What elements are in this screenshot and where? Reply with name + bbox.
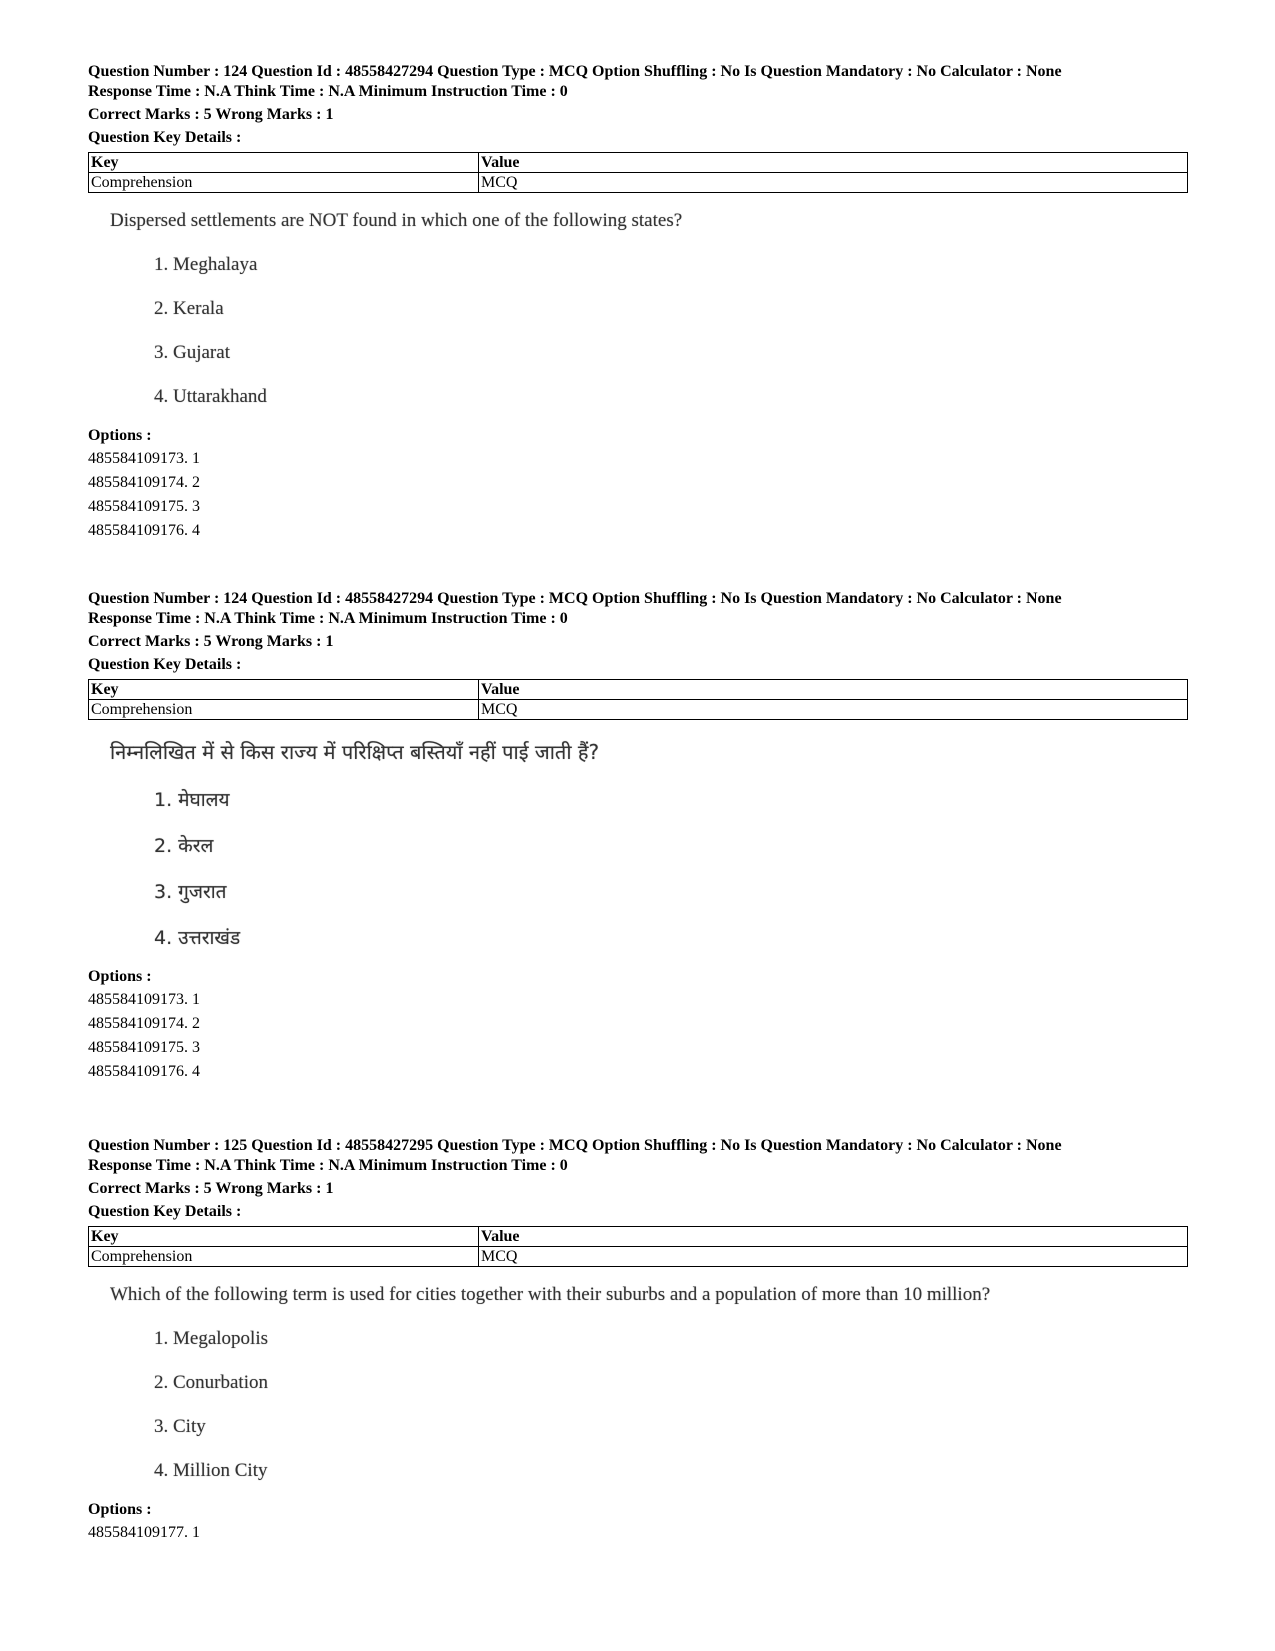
key-details-table bbox=[88, 679, 1188, 720]
option-id-4: 485584109176. 4 bbox=[88, 522, 200, 539]
table-cell-key: Comprehension bbox=[89, 173, 479, 193]
table-header-value: Value bbox=[479, 153, 1188, 173]
table-cell-value: MCQ bbox=[479, 173, 1188, 193]
table-header-key: Key bbox=[89, 1227, 479, 1247]
option-id-2: 485584109174. 2 bbox=[88, 1015, 200, 1032]
option-id-1: 485584109173. 1 bbox=[88, 450, 200, 467]
choice-1: 1. Megalopolis bbox=[154, 1328, 268, 1349]
choice-3: 3. गुजरात bbox=[154, 881, 227, 903]
choice-2: 2. केरल bbox=[154, 835, 214, 857]
table-header-value: Value bbox=[479, 1227, 1188, 1247]
key-details-label: Question Key Details : bbox=[88, 1203, 242, 1220]
question-marks: Correct Marks : 5 Wrong Marks : 1 bbox=[88, 633, 334, 650]
question-text: निम्नलिखित में से किस राज्य में परिक्षिप्त बस्तियाँ नहीं पाई जाती हैं? bbox=[110, 740, 600, 764]
choice-4: 4. Uttarakhand bbox=[154, 386, 267, 407]
table-header-key: Key bbox=[89, 680, 479, 700]
table-cell-value: MCQ bbox=[479, 1247, 1188, 1267]
question-image bbox=[110, 738, 1188, 950]
question-block-3 bbox=[88, 1136, 1188, 1545]
choice-2: 2. Conurbation bbox=[154, 1372, 268, 1393]
question-meta: Question Number : 124 Question Id : 48558427294 Question Type : MCQ Option Shuffling : No Is Question Mandatory : No Calculator : None bbox=[88, 590, 1062, 607]
table-header-value: Value bbox=[479, 680, 1188, 700]
question-block-2 bbox=[88, 589, 1188, 1084]
choice-1: 1. मेघालय bbox=[154, 789, 230, 811]
choice-3: 3. Gujarat bbox=[154, 342, 230, 363]
options-label: Options : bbox=[88, 427, 152, 444]
question-text: Which of the following term is used for cities together with their suburbs and a population of more than 10 million? bbox=[110, 1284, 991, 1305]
key-details-label: Question Key Details : bbox=[88, 656, 242, 673]
option-id-3: 485584109175. 3 bbox=[88, 498, 200, 515]
question-timing: Response Time : N.A Think Time : N.A Minimum Instruction Time : 0 bbox=[88, 610, 568, 627]
question-image bbox=[110, 1283, 1188, 1483]
choice-3: 3. City bbox=[154, 1416, 206, 1437]
options-label: Options : bbox=[88, 968, 152, 985]
question-image bbox=[110, 209, 1188, 409]
options-label: Options : bbox=[88, 1501, 152, 1518]
option-id-1: 485584109177. 1 bbox=[88, 1524, 200, 1541]
table-cell-value: MCQ bbox=[479, 700, 1188, 720]
question-meta: Question Number : 125 Question Id : 48558427295 Question Type : MCQ Option Shuffling : No Is Question Mandatory : No Calculator : None bbox=[88, 1137, 1062, 1154]
question-timing: Response Time : N.A Think Time : N.A Minimum Instruction Time : 0 bbox=[88, 83, 568, 100]
option-id-4: 485584109176. 4 bbox=[88, 1063, 200, 1080]
key-details-label: Question Key Details : bbox=[88, 129, 242, 146]
question-marks: Correct Marks : 5 Wrong Marks : 1 bbox=[88, 1180, 334, 1197]
question-meta: Question Number : 124 Question Id : 48558427294 Question Type : MCQ Option Shuffling : No Is Question Mandatory : No Calculator : None bbox=[88, 63, 1062, 80]
table-header-key: Key bbox=[89, 153, 479, 173]
option-id-2: 485584109174. 2 bbox=[88, 474, 200, 491]
key-details-table bbox=[88, 1226, 1188, 1267]
question-block-1 bbox=[88, 62, 1188, 543]
choice-2: 2. Kerala bbox=[154, 298, 224, 319]
table-cell-key: Comprehension bbox=[89, 1247, 479, 1267]
choice-4: 4. Million City bbox=[154, 1460, 268, 1481]
option-id-3: 485584109175. 3 bbox=[88, 1039, 200, 1056]
question-marks: Correct Marks : 5 Wrong Marks : 1 bbox=[88, 106, 334, 123]
question-text: Dispersed settlements are NOT found in which one of the following states? bbox=[110, 210, 683, 231]
option-id-1: 485584109173. 1 bbox=[88, 991, 200, 1008]
key-details-table bbox=[88, 152, 1188, 193]
table-cell-key: Comprehension bbox=[89, 700, 479, 720]
question-timing: Response Time : N.A Think Time : N.A Minimum Instruction Time : 0 bbox=[88, 1157, 568, 1174]
choice-1: 1. Meghalaya bbox=[154, 254, 258, 275]
choice-4: 4. उत्तराखंड bbox=[154, 927, 241, 949]
